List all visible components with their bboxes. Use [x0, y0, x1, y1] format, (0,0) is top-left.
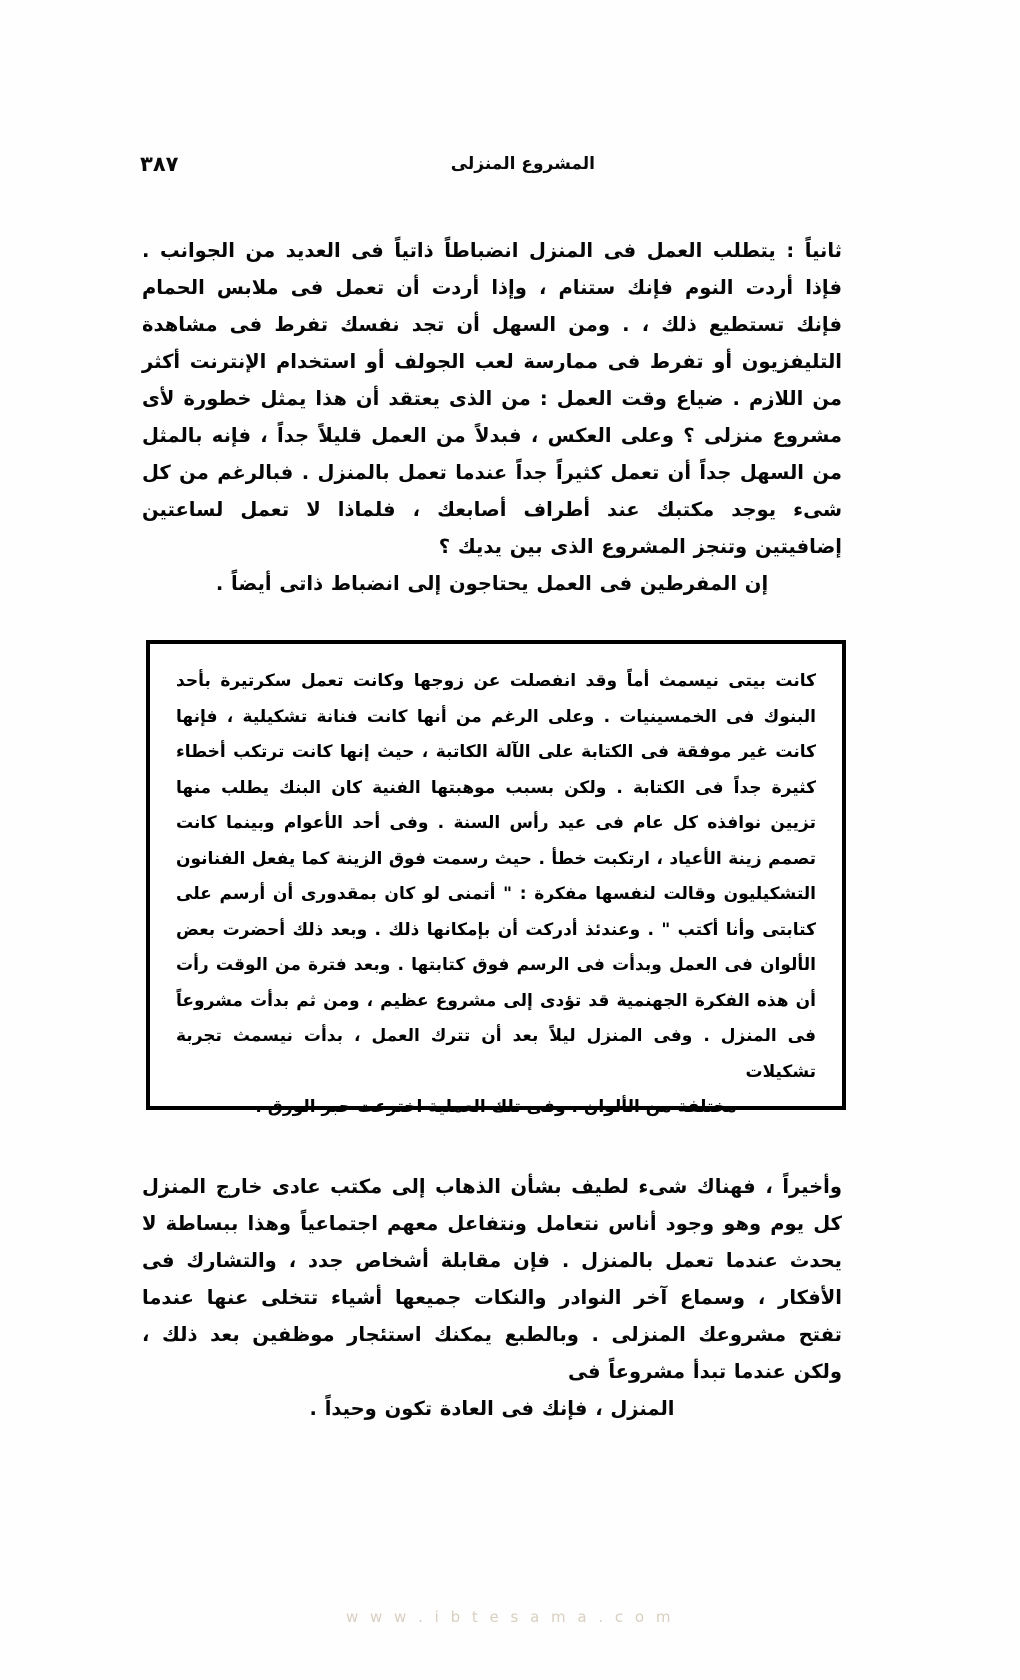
page-number: ٣٨٧ — [140, 152, 179, 176]
paragraph-two-text: وأخيراً ، فهناك شىء لطيف بشأن الذهاب إلى مكتب عادى خارج المنزل كل يوم وهو وجود أناس نتعامل ونتفاعل معهم اجتماعياً وهذا ببساطة لا يحدث عندما تعمل بالمنزل . فإن مقابلة أشخاص جدد ، والتشارك فى الأفكار ، وسماع آخر النوادر والنكات جميعها أشياء تتخلى عنها عندما تفتح مشروعك المنزلى . وبالطبع يمكنك استئجار موظفين بعد ذلك ، ولكن عندما تبدأ مشروعاً فى — [142, 1175, 842, 1383]
running-head-title: المشروع المنزلى — [450, 154, 595, 174]
paragraph-two-tail: المنزل ، فإنك فى العادة تكون وحيداً . — [309, 1397, 675, 1420]
site-watermark: w w w . i b t e s a m a . c o m — [345, 1608, 674, 1626]
body-paragraph-two — [142, 1168, 842, 1427]
paragraph-one-tail: إن المفرطين فى العمل يحتاجون إلى انضباط ذاتى أيضاً . — [215, 572, 769, 595]
body-paragraph-one — [142, 232, 842, 602]
running-head — [140, 152, 880, 186]
anecdote-text-tail: مختلفة من الألوان ، وفى تلك العملية اخترعت حبر الورق . — [255, 1097, 737, 1117]
anecdote-box — [146, 640, 846, 1117]
anecdote-text: كانت بيتى نيسمث أماً وقد انفصلت عن زوجها وكانت تعمل سكرتيرة بأحد البنوك فى الخمسينيات . وعلى الرغم من أنها كانت فنانة تشكيلية ، فإنها كانت غير موفقة فى الكتابة على الآلة الكاتبة ، حيث إنها كانت ترتكب أخطاء كثيرة جداً فى الكتابة . ولكن بسبب موهبتها الفنية كان البنك يطلب منها تزيين نوافذه كل عام فى عيد رأس السنة . وفى أحد الأعوام وبينما كانت تصمم زينة الأعياد ، ارتكبت خطأ . حيث رسمت فوق الزينة كما يفعل الفنانون التشكيليون وقالت لنفسها مفكرة : " أتمنى لو كان بمقدورى أن أرسم على كتابتى وأنا أكتب " . وعندئذ أدركت أن بإمكانها ذلك . وبعد ذلك أحضرت بعض الألوان فى العمل وبدأت فى الرسم فوق كتابتها . وبعد فترة من الوقت رأت أن هذه الفكرة الجهنمية قد تؤدى إلى مشروع عظيم ، ومن ثم بدأت مشروعاً فى المنزل . وفى المنزل ليلاً بعد أن تترك العمل ، بدأت نيسمث تجربة تشكيلات — [176, 671, 816, 1082]
paragraph-one-text: ثانياً : يتطلب العمل فى المنزل انضباطاً ذاتياً فى العديد من الجوانب . فإذا أردت النوم فإنك ستنام ، وإذا أردت أن تعمل فى ملابس الحمام فإنك تستطيع ذلك ، . ومن السهل أن تجد نفسك تفرط فى مشاهدة التليفزيون أو تفرط فى ممارسة لعب الجولف أو استخدام الإنترنت أكثر من اللازم . ضياع وقت العمل : من الذى يعتقد أن هذا يمثل خطورة لأى مشروع منزلى ؟ وعلى العكس ، فبدلاً من العمل قليلاً جداً ، فإنه بالمثل من السهل جداً أن تعمل كثيراً جداً عندما تعمل بالمنزل . فبالرغم من كل شىء يوجد مكتبك عند أطراف أصابعك ، فلماذا لا تعمل لساعتين إضافيتين وتنجز المشروع الذى بين يديك ؟ — [142, 239, 842, 558]
anecdote-box-content — [176, 664, 816, 1126]
